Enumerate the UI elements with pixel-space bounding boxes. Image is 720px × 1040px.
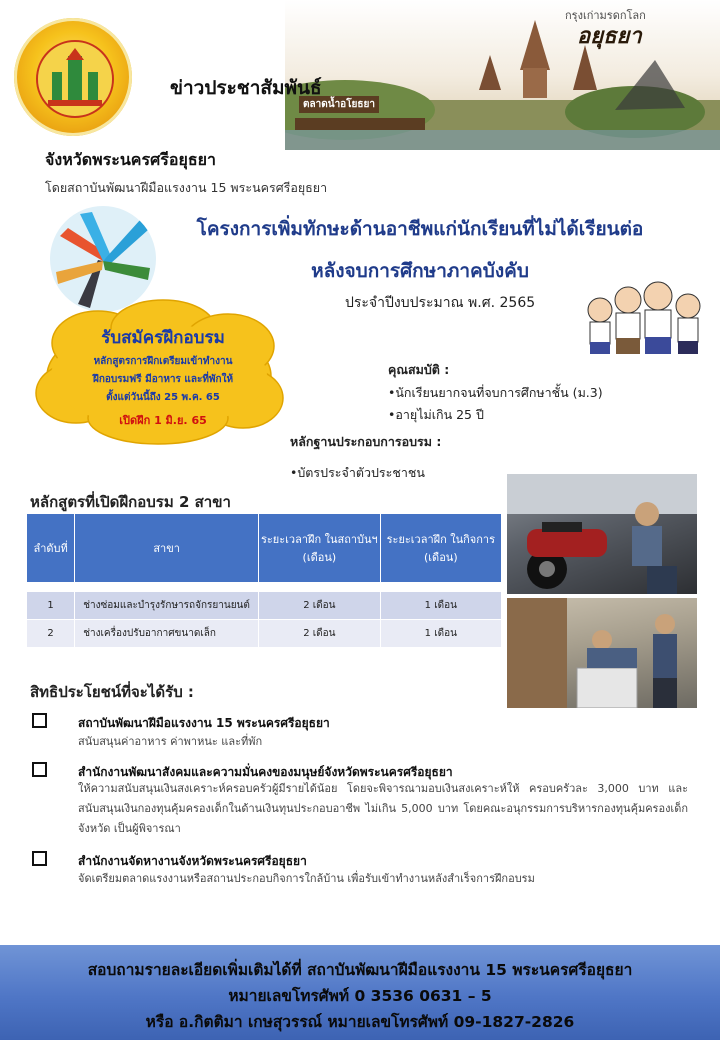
organization-name: โดยสถาบันพัฒนาฝีมือแรงงาน 15 พระนครศรีอยุธยา — [45, 180, 328, 195]
announcement-line2: ฝึกอบรมฟรี มีอาหาร และที่พักให้ — [92, 374, 234, 385]
table-row — [27, 592, 502, 620]
banner-title: อยุธยา — [577, 24, 642, 49]
seal-emblem-art — [38, 42, 112, 116]
column-header-no: ลำดับที่ — [27, 514, 75, 583]
project-title-line2: หลังจบการศึกษาภาคบังคับ — [311, 260, 529, 282]
air-conditioner-training-photo — [507, 598, 697, 708]
qualification-item: •นักเรียนยากจนที่จบการศึกษาชั้น (ม.3) — [388, 385, 603, 400]
contact-footer — [0, 945, 720, 1040]
qualification-item: •อายุไม่เกิน 25 ปี — [388, 407, 484, 422]
announcement-heading: รับสมัครฝึกอบรม — [101, 328, 225, 348]
banner-sign: ตลาดน้ำอโยธยา — [299, 96, 379, 113]
budget-year: ประจำปีงบประมาณ พ.ศ. 2565 — [345, 295, 536, 311]
footer-contact-line: สอบถามรายละเอียดเพิ่มเติมได้ที่ สถาบันพัฒนาฝีมือแรงงาน 15 พระนครศรีอยุธยา — [87, 961, 633, 979]
table-header-row — [27, 514, 502, 583]
banner-scene — [285, 0, 720, 150]
column-header-company-duration: ระยะเวลาฝึก ในกิจการ (เดือน) — [380, 514, 501, 583]
footer-phone-line: หมายเลขโทรศัพท์ 0 3536 0631 – 5 — [228, 987, 492, 1005]
announcement-line3: ตั้งแต่วันนี้ถึง 25 พ.ค. 65 — [106, 392, 220, 403]
benefit-title: สถาบันพัฒนาฝีมือแรงงาน 15 พระนครศรีอยุธยา — [78, 716, 330, 730]
row-no: 1 — [27, 592, 75, 620]
evidence-item: •บัตรประจำตัวประชาชน — [290, 465, 425, 480]
banner-caption: กรุงเก่ามรดกโลก — [565, 9, 646, 22]
announcement-line1: หลักสูตรการฝึกเตรียมเข้าทำงาน — [93, 356, 233, 367]
column-header-branch: สาขา — [75, 514, 259, 583]
row-institute-duration: 2 เดือน — [259, 620, 381, 648]
table-row — [27, 620, 502, 648]
page-title: ข่าวประชาสัมพันธ์ — [170, 77, 322, 99]
motorcycle-repair-art — [507, 474, 697, 594]
courses-heading: หลักสูตรที่เปิดฝึกอบรม 2 สาขา — [30, 493, 231, 511]
benefit-description: ให้ความสนับสนุนเงินสงเคราะห์ครอบครัวผู้มีรายได้น้อย โดยจะพิจารณามอบเงินสงเคราะห์ให้ ครอบครัวละ 3,000 บาท และสนับสนุนเงินกองทุนคุ้มครองเด็กในด้านเงินทุนประกอบอาชีพ ไม่เกิน 5,000 บาท โดยคณะอนุกรรมการบริหารกองทุนคุ้มครองเด็กจังหวัด เป็นผู้พิจารณา — [78, 782, 688, 835]
benefit-description: สนับสนุนค่าอาหาร ค่าพาหนะ และที่พัก — [78, 735, 263, 748]
courses-table — [26, 513, 502, 648]
seal-emblem — [36, 40, 114, 118]
provincial-seal-logo — [14, 18, 132, 136]
training-start-date: เปิดฝึก 1 มิ.ย. 65 — [119, 414, 207, 427]
checkbox-icon — [32, 713, 47, 728]
row-branch: ช่างเครื่องปรับอากาศขนาดเล็ก — [75, 620, 259, 648]
motorcycle-repair-photo — [507, 474, 697, 594]
row-company-duration: 1 เดือน — [380, 620, 501, 648]
air-conditioner-art — [507, 598, 697, 708]
benefit-description: จัดเตรียมตลาดแรงงานหรือสถานประกอบกิจการใกล้บ้าน เพื่อรับเข้าทำงานหลังสำเร็จการฝึกอบรม — [78, 872, 535, 885]
hands-teamwork-icon — [50, 206, 156, 312]
qualifications-heading: คุณสมบัติ : — [388, 362, 450, 377]
row-company-duration: 1 เดือน — [380, 592, 501, 620]
students-cartoon-image — [578, 280, 708, 358]
evidence-heading: หลักฐานประกอบการอบรม : — [290, 434, 442, 449]
row-institute-duration: 2 เดือน — [259, 592, 381, 620]
hands-art — [50, 206, 156, 312]
footer-alt-contact-line: หรือ อ.กิตติมา เกษสุวรรณ์ หมายเลขโทรศัพท์ 09-1827-2826 — [145, 1013, 575, 1031]
column-header-institute-duration: ระยะเวลาฝึก ในสถาบันฯ (เดือน) — [259, 514, 381, 583]
row-branch: ช่างซ่อมและบำรุงรักษารถจักรยานยนต์ — [75, 592, 259, 620]
checkbox-icon — [32, 851, 47, 866]
province-name: จังหวัดพระนครศรีอยุธยา — [45, 150, 216, 169]
announcement-text — [68, 318, 258, 429]
benefits-heading: สิทธิประโยชน์ที่จะได้รับ : — [30, 683, 194, 701]
checkbox-icon — [32, 762, 47, 777]
project-title-line1: โครงการเพิ่มทักษะด้านอาชีพแก่นักเรียนที่ไม่ได้เรียนต่อ — [196, 218, 644, 240]
benefit-title: สำนักงานจัดหางานจังหวัดพระนครศรีอยุธยา — [78, 854, 307, 868]
benefit-title: สำนักงานพัฒนาสังคมและความมั่นคงของมนุษย์จังหวัดพระนครศรีอยุธยา — [78, 765, 453, 779]
row-no: 2 — [27, 620, 75, 648]
ayutthaya-banner-image — [285, 0, 720, 150]
students-cartoon-art — [578, 280, 708, 358]
